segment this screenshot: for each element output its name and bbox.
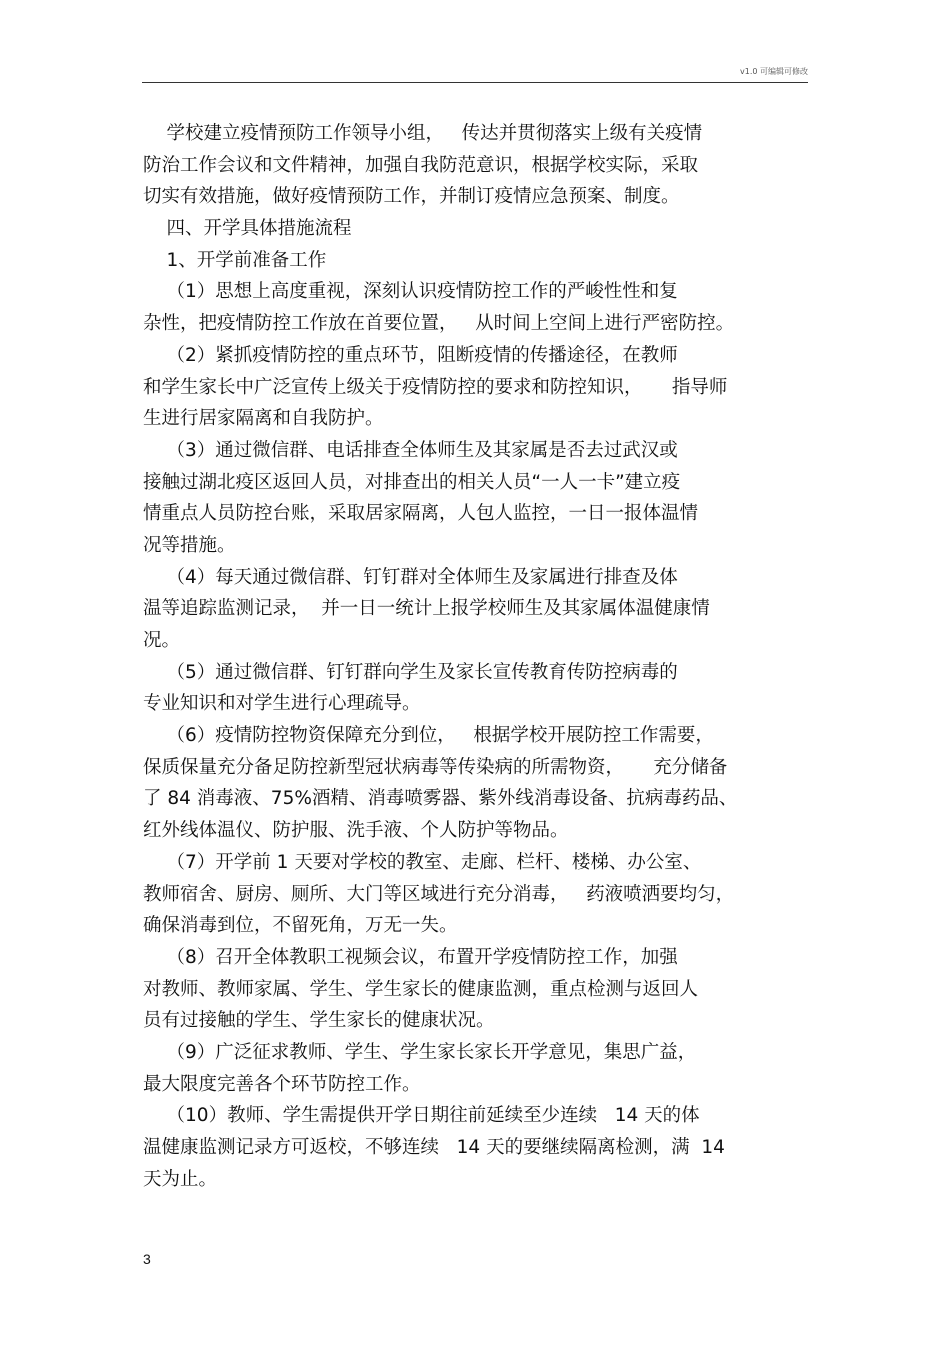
body-line-23: 红外线体温仪、防护服、洗手液、个人防护等物品。 bbox=[143, 820, 569, 842]
body-line-10: 生进行居家隔离和自我防护。 bbox=[143, 408, 384, 430]
body-line-9: 和学生家长中广泛宣传上级关于疫情防控的要求和防控知识， 指导师 bbox=[143, 376, 728, 398]
body-line-14: 况等措施。 bbox=[143, 534, 236, 556]
subsection-heading: 1、开学前准备工作 bbox=[143, 249, 327, 271]
section-heading: 四、开学具体措施流程 bbox=[143, 218, 352, 240]
body-line-11: （3）通过微信群、电话排查全体师生及其家属是否去过武汉或 bbox=[143, 439, 678, 461]
body-line-28: 对教师、教师家属、学生、学生家长的健康监测，重点检测与返回人 bbox=[143, 978, 699, 1000]
body-line-29: 员有过接触的学生、学生家长的健康状况。 bbox=[143, 1010, 495, 1032]
body-line-22: 了 84 消毒液、75%酒精、消毒喷雾器、紫外线消毒设备、抗病毒药品、 bbox=[143, 788, 738, 810]
body-line-8: （2）紧抓疫情防控的重点环节，阻断疫情的传播途径，在教师 bbox=[143, 344, 678, 366]
body-line-6: （1）思想上高度重视，深刻认识疫情防控工作的严峻性性和复 bbox=[143, 281, 678, 303]
body-line-30: （9）广泛征求教师、学生、学生家长家长开学意见，集思广益， bbox=[143, 1041, 697, 1063]
body-line-15: （4）每天通过微信群、钉钉群对全体师生及家属进行排查及体 bbox=[143, 566, 678, 588]
body-line-18: （5）通过微信群、钉钉群向学生及家长宣传教育传防控病毒的 bbox=[143, 661, 678, 683]
body-line-24: （7）开学前 1 天要对学校的教室、走廊、栏杆、楼梯、办公室、 bbox=[143, 851, 702, 873]
page-number: 3 bbox=[143, 1251, 151, 1267]
document-body bbox=[143, 118, 813, 1195]
body-line-7: 杂性，把疫情防控工作放在首要位置， 从时间上空间上进行严密防控。 bbox=[143, 313, 735, 335]
body-line-34: 天为止。 bbox=[143, 1168, 218, 1190]
body-line-20: （6）疫情防控物资保障充分到位， 根据学校开展防控工作需要， bbox=[143, 725, 714, 747]
version-note: v1.0 可编辑可修改 bbox=[740, 67, 808, 76]
body-line-2: 防治工作会议和文件精神，加强自我防范意识，根据学校实际，采取 bbox=[143, 154, 699, 176]
body-line-1: 学校建立疫情预防工作领导小组， 传达并贯彻落实上级有关疫情 bbox=[143, 123, 703, 144]
body-line-26: 确保消毒到位，不留死角，万无一失。 bbox=[143, 915, 458, 937]
body-line-25: 教师宿舍、厨房、厕所、大门等区域进行充分消毒， 药液喷洒要均匀， bbox=[143, 883, 735, 905]
body-line-17: 况。 bbox=[143, 630, 181, 651]
body-line-3: 切实有效措施，做好疫情预防工作，并制订疫情应急预案、制度。 bbox=[143, 186, 680, 208]
body-line-16: 温等追踪监测记录， 并一日一统计上报学校师生及其家属体温健康情 bbox=[143, 598, 710, 620]
body-line-21: 保质保量充分备足防控新型冠状病毒等传染病的所需物资， 充分储备 bbox=[143, 756, 728, 778]
body-line-27: （8）召开全体教职工视频会议，布置开学疫情防控工作，加强 bbox=[143, 946, 678, 968]
body-line-31: 最大限度完善各个环节防控工作。 bbox=[143, 1073, 421, 1095]
header-divider bbox=[142, 82, 808, 83]
body-line-33: 温健康监测记录方可返校，不够连续 14 天的要继续隔离检测，满 14 bbox=[143, 1137, 725, 1158]
body-line-12: 接触过湖北疫区返回人员，对排查出的相关人员“一人一卡”建立疫 bbox=[143, 471, 681, 493]
body-line-13: 情重点人员防控台账，采取居家隔离，人包人监控，一日一报体温情 bbox=[143, 503, 699, 525]
body-line-32: （10）教师、学生需提供开学日期往前延续至少连续 14 天的体 bbox=[143, 1105, 700, 1127]
body-line-19: 专业知识和对学生进行心理疏导。 bbox=[143, 693, 421, 715]
